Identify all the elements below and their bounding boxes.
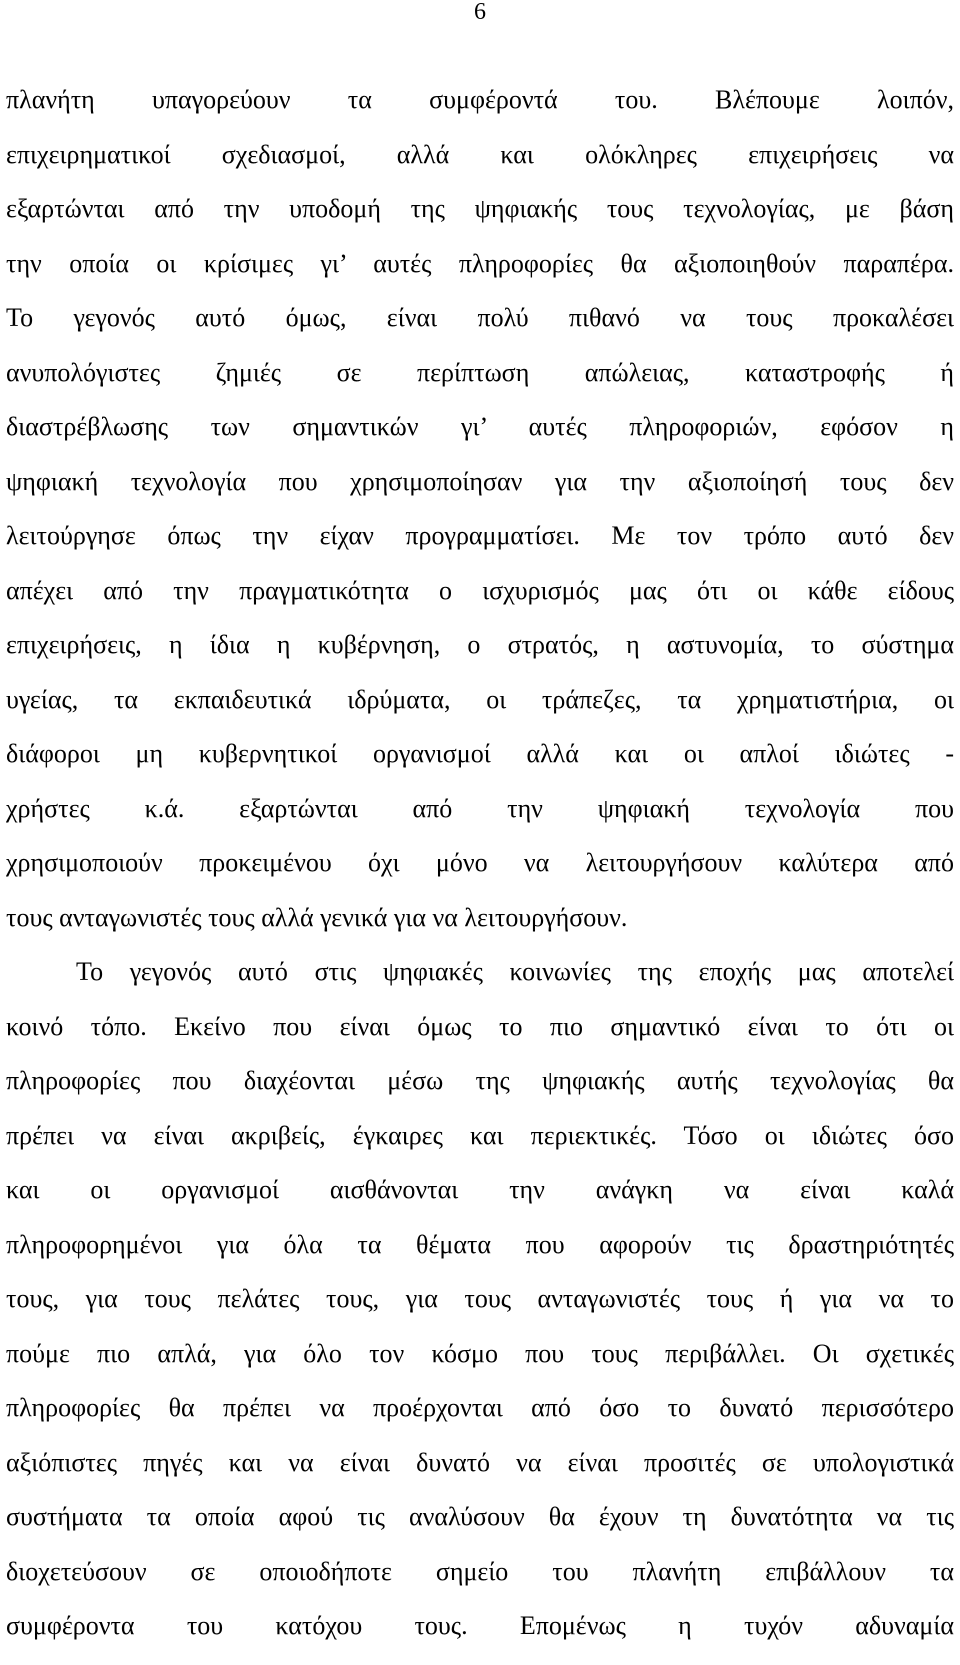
text-line: πρέπει να είναι ακριβείς, έγκαιρες και περιεκτικές. Τόσο οι ιδιώτες όσο bbox=[6, 1120, 954, 1150]
text-line: συστήματα τα οποία αφού τις αναλύσουν θα έχουν τη δυνατότητα να τις bbox=[6, 1502, 954, 1531]
text-line: Το γεγονός αυτό όμως, είναι πολύ πιθανό να τους προκαλέσει bbox=[6, 303, 954, 332]
text-line: ανυπολόγιστες ζημιές σε περίπτωση απώλειας, καταστροφής ή bbox=[6, 357, 954, 387]
text-line: συμφέροντα του κατόχου τους. Επομένως η τυχόν αδυναμία bbox=[6, 1611, 954, 1640]
text-line: πλανήτη υπαγορεύουν τα συμφέροντά του. Βλέπουμε λοιπόν, bbox=[6, 85, 954, 114]
text-line: εξαρτώνται από την υποδομή της ψηφιακής τους τεχνολογίας, με βάση bbox=[6, 194, 954, 223]
text-line: απέχει από την πραγματικότητα ο ισχυρισμός μας ότι οι κάθε είδους bbox=[6, 575, 954, 605]
body-text bbox=[6, 73, 954, 1654]
text-line: πληροφορημένοι για όλα τα θέματα που αφορούν τις δραστηριότητές bbox=[6, 1229, 954, 1259]
text-line: λειτούργησε όπως την είχαν προγραμματίσει. Με τον τρόπο αυτό δεν bbox=[6, 521, 954, 550]
text-line: την οποία οι κρίσιμες γι’ αυτές πληροφορίες θα αξιοποιηθούν παραπέρα. bbox=[6, 248, 954, 278]
text-line: υγείας, τα εκπαιδευτικά ιδρύματα, οι τράπεζες, τα χρηματιστήρια, οι bbox=[6, 684, 954, 714]
text-line: ψηφιακή τεχνολογία που χρησιμοποίησαν για την αξιοποίησή τους δεν bbox=[6, 466, 954, 496]
page-number: 6 bbox=[474, 0, 486, 25]
text-line: επιχειρηματικοί σχεδιασμοί, αλλά και ολόκληρες επιχειρήσεις να bbox=[6, 139, 954, 169]
text-line: και οι οργανισμοί αισθάνονται την ανάγκη να είναι καλά bbox=[6, 1175, 954, 1204]
text-line: πληροφορίες θα πρέπει να προέρχονται από όσο το δυνατό περισσότερο bbox=[6, 1393, 954, 1422]
text-line: τους ανταγωνιστές τους αλλά γενικά για να λειτουργήσουν. bbox=[6, 902, 628, 932]
text-line: πληροφορίες που διαχέονται μέσω της ψηφιακής αυτής τεχνολογίας θα bbox=[6, 1066, 954, 1095]
text-line: διοχετεύσουν σε οποιοδήποτε σημείο του πλανήτη επιβάλλουν τα bbox=[6, 1556, 954, 1586]
text-line: αξιόπιστες πηγές και να είναι δυνατό να είναι προσιτές σε υπολογιστικά bbox=[6, 1447, 954, 1477]
text-line: πούμε πιο απλά, για όλο τον κόσμο που τους περιβάλλει. Οι σχετικές bbox=[6, 1338, 954, 1368]
text-line: διάφοροι μη κυβερνητικοί οργανισμοί αλλά και οι απλοί ιδιώτες - bbox=[6, 739, 954, 768]
text-line: διαστρέβλωσης των σημαντικών γι’ αυτές πληροφοριών, εφόσον η bbox=[6, 412, 954, 441]
text-line: Το γεγονός αυτό στις ψηφιακές κοινωνίες της εποχής μας αποτελεί bbox=[76, 957, 954, 986]
text-line: τους, για τους πελάτες τους, για τους ανταγωνιστές τους ή για να το bbox=[6, 1284, 954, 1313]
text-line: χρησιμοποιούν προκειμένου όχι μόνο να λειτουργήσουν καλύτερα από bbox=[6, 848, 954, 877]
text-line: κοινό τόπο. Εκείνο που είναι όμως το πιο σημαντικό είναι το ότι οι bbox=[6, 1011, 954, 1041]
text-line: χρήστες κ.ά. εξαρτώνται από την ψηφιακή τεχνολογία που bbox=[6, 793, 954, 823]
text-line: επιχειρήσεις, η ίδια η κυβέρνηση, ο στρατός, η αστυνομία, το σύστημα bbox=[6, 630, 954, 659]
